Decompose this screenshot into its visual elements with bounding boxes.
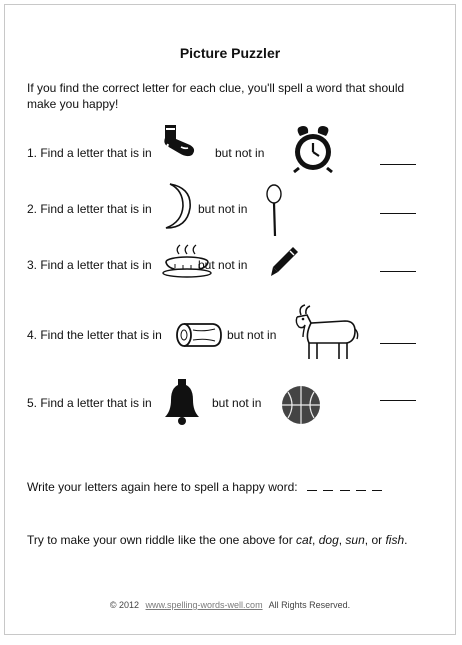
riddle-separator: ,	[338, 533, 346, 547]
spoon-icon	[263, 184, 285, 238]
moon-icon	[160, 182, 192, 230]
page-title: Picture Puzzler	[179, 45, 281, 61]
riddle-end: .	[404, 533, 408, 547]
clue-mid-text: but not in	[227, 328, 277, 342]
clue-mid-text: but not in	[215, 146, 265, 160]
riddle-instruction	[27, 533, 407, 547]
rights-text: All Rights Reserved.	[268, 600, 351, 610]
clue-text: 1. Find a letter that is in	[27, 146, 152, 160]
goat-icon	[293, 303, 359, 363]
answer-blank-4[interactable]	[380, 343, 416, 344]
happy-letter-blank[interactable]	[307, 489, 317, 491]
riddle-separator: ,	[312, 533, 319, 547]
riddle-separator: , or	[364, 533, 386, 547]
riddle-text: Try to make your own riddle like the one above for	[27, 533, 293, 547]
sock-icon	[157, 122, 199, 158]
worksheet-page	[4, 4, 456, 635]
happy-letter-blank[interactable]	[340, 489, 350, 491]
riddle-word: sun	[345, 533, 365, 547]
happy-word-line	[27, 480, 382, 494]
clue-text: 2. Find a letter that is in	[27, 202, 152, 216]
clue-text: 5. Find a letter that is in	[27, 396, 152, 410]
bell-icon	[163, 378, 201, 426]
answer-blank-1[interactable]	[380, 164, 416, 165]
answer-blank-5[interactable]	[380, 400, 416, 401]
riddle-word: cat	[296, 533, 313, 547]
intro-text: If you find the correct letter for each clue, you'll spell a word that should make you happy!	[27, 81, 405, 111]
log-icon	[175, 320, 223, 350]
copyright-text: © 2012	[109, 600, 140, 610]
clue-mid-text: but not in	[198, 258, 248, 272]
clue-mid-text: but not in	[198, 202, 248, 216]
answer-blank-2[interactable]	[380, 213, 416, 214]
happy-word-prompt: Write your letters again here to spell a happy word:	[27, 480, 298, 494]
clue-mid-text: but not in	[212, 396, 262, 410]
footer	[5, 600, 455, 610]
website-link[interactable]: www.spelling-words-well.com	[145, 600, 263, 610]
alarm-clock-icon	[290, 124, 336, 174]
riddle-word: dog	[318, 533, 339, 547]
happy-letter-blank[interactable]	[356, 489, 366, 491]
ball-icon	[280, 384, 322, 426]
pen-icon	[268, 244, 300, 278]
clue-text: 3. Find a letter that is in	[27, 258, 152, 272]
happy-letter-blank[interactable]	[323, 489, 333, 491]
happy-letter-blank[interactable]	[372, 489, 382, 491]
riddle-word: fish	[385, 533, 405, 547]
answer-blank-3[interactable]	[380, 271, 416, 272]
clue-text: 4. Find the letter that is in	[27, 328, 162, 342]
